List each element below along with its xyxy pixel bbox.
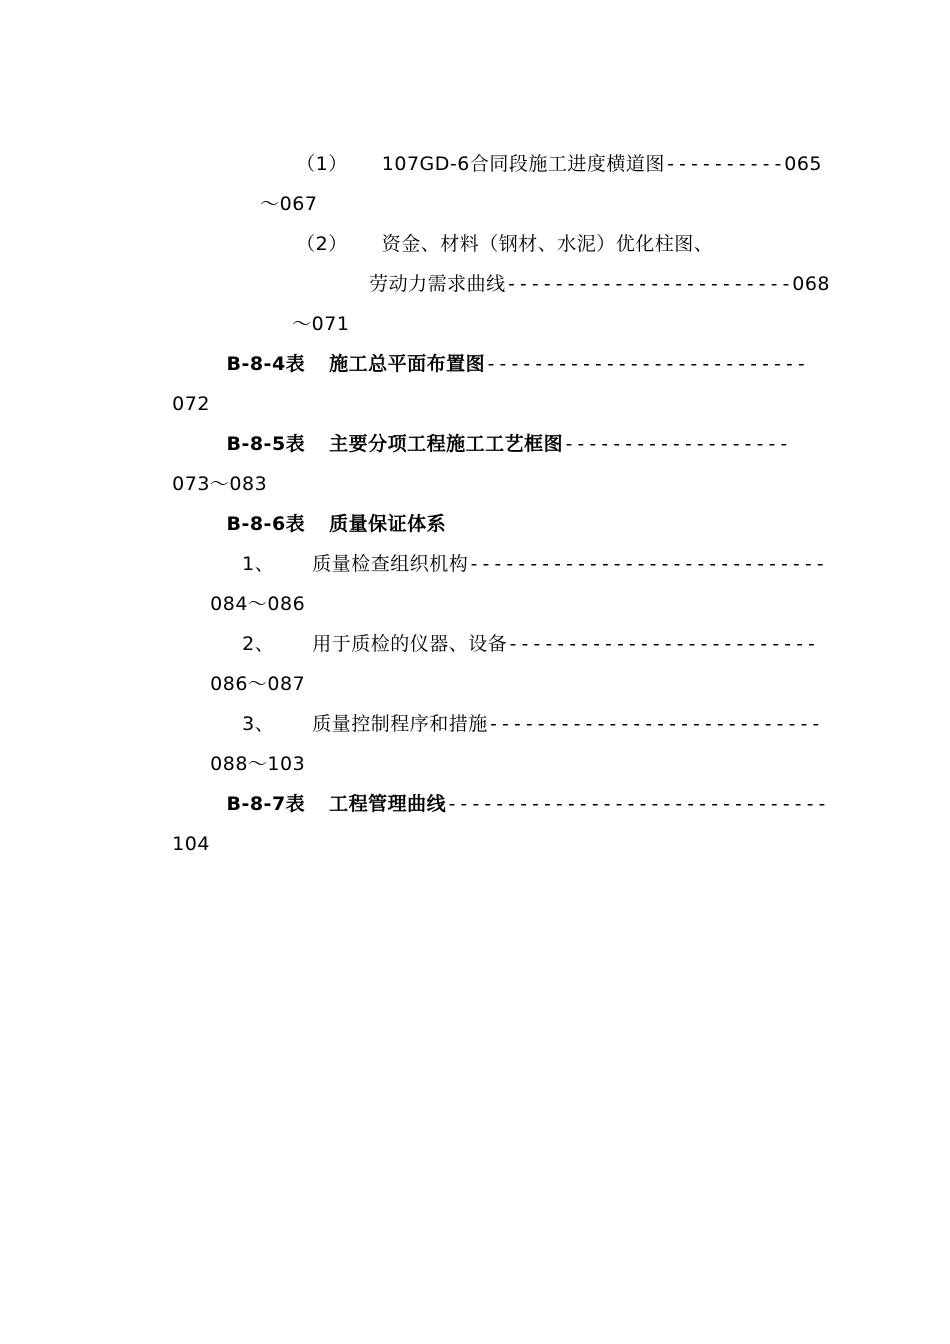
toc-entry-sub2-line2 — [343, 248, 830, 320]
toc-entry-sub1 — [270, 128, 822, 200]
entry-pages: 084～086 — [210, 593, 306, 615]
entry-title-continued: 劳动力需求曲线 — [369, 273, 506, 295]
entry-pages-continued: ～071 — [292, 313, 350, 335]
entry-number: （1） — [296, 153, 348, 175]
leader-dashes: ---------------------------- — [487, 713, 823, 735]
entry-pages-continued: ～067 — [260, 193, 318, 215]
entry-code: B-8-7表 — [226, 793, 306, 815]
leader-dashes: ------------------- — [563, 433, 791, 455]
entry-title: 工程管理曲线 — [329, 793, 447, 815]
entry-number: 3、 — [242, 713, 275, 735]
entry-title: 107GD-6合同段施工进度横道图 — [381, 153, 665, 175]
entry-pages: 104 — [172, 833, 210, 855]
entry-pages: 073～083 — [172, 473, 268, 495]
entry-pages: 088～103 — [210, 753, 306, 775]
entry-title: 质量控制程序和措施 — [312, 713, 488, 735]
entry-title: 资金、材料（钢材、水泥）优化柱图、 — [381, 233, 714, 255]
toc-entry-b87 — [198, 768, 828, 840]
leader-dashes: ------------------------ — [505, 273, 793, 295]
entry-pages: 065 — [784, 153, 822, 175]
toc-entry-b85 — [198, 408, 790, 480]
toc-entry-b84 — [198, 328, 808, 400]
leader-dashes: -------------------------- — [507, 633, 818, 655]
toc-entry-b87-pages — [146, 808, 210, 880]
entry-title: 用于质检的仪器、设备 — [312, 633, 508, 655]
leader-dashes: ---------- — [664, 153, 785, 175]
entry-title: 施工总平面布置图 — [329, 353, 486, 375]
toc-entry-b86-item1 — [216, 528, 826, 600]
entry-number: （2） — [296, 233, 348, 255]
entry-pages: 068 — [792, 273, 830, 295]
entry-title: 质量检查组织机构 — [312, 553, 469, 575]
entry-pages: 072 — [172, 393, 210, 415]
entry-code: B-8-4表 — [226, 353, 306, 375]
entry-title: 质量保证体系 — [329, 513, 447, 535]
entry-number: 1、 — [242, 553, 275, 575]
entry-pages: 086～087 — [210, 673, 306, 695]
leader-dashes: ------------------------------ — [468, 553, 827, 575]
entry-code: B-8-5表 — [226, 433, 306, 455]
leader-dashes: -------------------------------- — [446, 793, 829, 815]
toc-entry-b86-item2 — [216, 608, 818, 680]
entry-code: B-8-6表 — [226, 513, 306, 535]
leader-dashes: --------------------------- — [485, 353, 808, 375]
entry-title: 主要分项工程施工工艺框图 — [329, 433, 564, 455]
toc-entry-b86-item3 — [216, 688, 822, 760]
entry-number: 2、 — [242, 633, 275, 655]
